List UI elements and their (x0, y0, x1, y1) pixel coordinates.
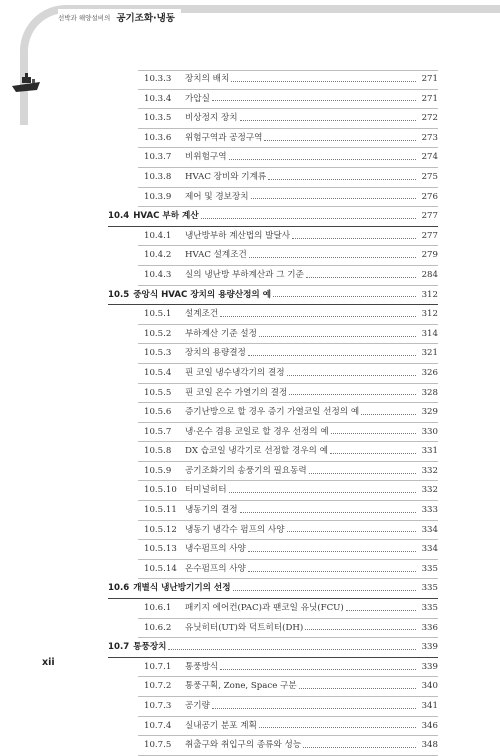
toc-entry-row[interactable] (108, 619, 438, 639)
toc-entry-number: 10.3.7 (144, 152, 172, 163)
toc-entry-title-line (185, 364, 416, 384)
toc-entry-title: 실의 냉난방 부하계산과 그 기준 (185, 269, 304, 280)
toc-entry-title-line (185, 227, 416, 247)
dot-leader (248, 355, 416, 356)
toc-entry-row[interactable] (108, 70, 438, 90)
toc-entry-row[interactable] (108, 364, 438, 384)
dot-leader (299, 688, 416, 689)
toc-entry-number: 10.7.4 (144, 720, 172, 731)
toc-entry-row[interactable] (108, 658, 438, 678)
page-number: xii (42, 657, 55, 668)
toc-entry-number: 10.4.3 (144, 269, 172, 280)
toc-entry-number: 10.3.4 (144, 93, 172, 104)
toc-entry-row[interactable] (108, 697, 438, 717)
toc-entry-title: HVAC 장비와 기계류 (185, 171, 267, 182)
toc-entry-page: 336 (421, 622, 438, 633)
toc-entry-row[interactable] (108, 325, 438, 345)
toc-entry-title-line (185, 658, 416, 678)
toc-entry-title-line (185, 540, 416, 560)
toc-entry-title: 제어 및 경보장치 (185, 191, 249, 202)
dot-leader (331, 433, 416, 434)
toc-entry-number: 10.7.1 (144, 661, 172, 672)
toc-entry-title: 터미널히터 (185, 485, 227, 496)
toc-entry-number: 10.6.1 (144, 603, 172, 614)
dot-leader (212, 708, 416, 709)
dot-leader (240, 512, 416, 513)
toc-entry-number: 10.5.7 (144, 426, 172, 437)
dot-leader (287, 375, 416, 376)
toc-entry-row[interactable] (108, 344, 438, 364)
dot-leader (259, 336, 416, 337)
toc-entry-title: 공기량 (185, 701, 210, 711)
toc-entry-number: 10.7.2 (144, 681, 172, 692)
toc-entry-number: 10.5.9 (144, 465, 172, 476)
dot-leader (229, 159, 416, 160)
toc-entry-page: 333 (421, 505, 438, 516)
toc-entry-page: 326 (421, 367, 438, 378)
toc-entry-page: 332 (421, 465, 438, 476)
toc-entry-title: 유닛히터(UT)와 덕트히터(DH) (185, 622, 304, 633)
dot-leader (259, 727, 416, 728)
toc-entry-title-line (108, 286, 416, 306)
toc-entry-title: 핀 코일 냉수냉각기의 결정 (185, 367, 285, 378)
toc-entry-page: 321 (421, 348, 438, 359)
toc-entry-row[interactable] (108, 90, 438, 110)
header-title: 공기조화·냉동 (116, 13, 175, 24)
table-of-contents (108, 70, 438, 756)
toc-entry-row[interactable] (108, 227, 438, 247)
toc-entry-page: 331 (421, 446, 438, 457)
toc-entry-number: 10.3.8 (144, 171, 172, 182)
toc-entry-title: 설계조건 (185, 309, 219, 320)
toc-entry-title-line (185, 599, 416, 619)
toc-entry-title-line (185, 70, 416, 90)
toc-entry-title: 위험구역과 공정구역 (185, 132, 263, 143)
toc-entry-page: 339 (421, 661, 438, 672)
toc-entry-row[interactable] (108, 736, 438, 756)
toc-entry-page: 312 (421, 289, 438, 300)
toc-entry-row[interactable] (108, 677, 438, 697)
dot-leader (231, 81, 416, 82)
dot-leader (289, 394, 416, 395)
dot-leader (306, 277, 416, 278)
toc-entry-row[interactable] (108, 109, 438, 129)
toc-entry-row[interactable] (108, 540, 438, 560)
toc-entry-row[interactable] (108, 129, 438, 149)
toc-entry-title-line (185, 697, 416, 717)
toc-entry-title-line (185, 521, 416, 541)
toc-entry-title: 실내공기 분포 계획 (185, 720, 257, 731)
toc-entry-page: 312 (421, 309, 438, 320)
toc-entry-page: 332 (421, 485, 438, 496)
toc-section-row[interactable] (108, 207, 438, 227)
toc-entry-page: 271 (421, 74, 438, 84)
toc-entry-number: 10.5.2 (144, 328, 172, 339)
toc-entry-title-line (185, 442, 416, 462)
toc-entry-page: 284 (421, 269, 438, 280)
toc-entry-number: 10.5.10 (144, 485, 177, 496)
toc-entry-title: 부하계산 기준 설정 (185, 328, 257, 339)
dot-leader (240, 120, 416, 121)
toc-entry-page: 314 (421, 328, 438, 339)
dot-leader (287, 531, 416, 532)
toc-entry-number: 10.4 (108, 211, 130, 222)
toc-entry-title: 중앙식 HVAC 장치의 용량산정의 예 (133, 289, 272, 300)
toc-entry-title-line (185, 560, 416, 580)
toc-entry-title: 온수펌프의 사양 (185, 563, 246, 574)
toc-entry-number: 10.5.14 (144, 563, 177, 574)
toc-entry-page: 328 (421, 387, 438, 398)
toc-entry-title-line (185, 501, 416, 521)
toc-section-row[interactable] (108, 286, 438, 306)
dot-leader (264, 140, 416, 141)
toc-entry-title-line (108, 207, 416, 227)
toc-entry-row[interactable] (108, 462, 438, 482)
toc-entry-number: 10.5.11 (144, 505, 177, 516)
toc-entry-page: 277 (421, 230, 438, 241)
toc-entry-row[interactable] (108, 305, 438, 325)
toc-entry-title: 핀 코일 온수 가열기의 결정 (185, 387, 288, 398)
toc-entry-page: 335 (421, 583, 438, 594)
toc-entry-title: 공기조화기의 송풍기의 필요동력 (185, 465, 307, 476)
dot-leader (292, 238, 416, 239)
toc-entry-page: 334 (421, 544, 438, 555)
toc-entry-title-line (185, 325, 416, 345)
dot-leader (361, 414, 416, 415)
toc-entry-number: 10.6.2 (144, 622, 172, 633)
toc-entry-page: 273 (421, 132, 438, 143)
toc-entry-page: 276 (421, 191, 438, 202)
toc-entry-title-line (185, 168, 416, 188)
toc-entry-row[interactable] (108, 442, 438, 462)
toc-entry-title-line (185, 481, 416, 501)
toc-entry-title: 취출구와 취입구의 종류와 성능 (185, 740, 302, 751)
dot-leader (201, 218, 416, 219)
toc-entry-title-line (185, 677, 416, 697)
toc-entry-title: HVAC 부하 계산 (133, 211, 199, 222)
toc-entry-page: 279 (421, 250, 438, 261)
toc-entry-title-line (185, 384, 416, 404)
toc-entry-page: 271 (421, 93, 438, 104)
toc-entry-title-line (185, 90, 416, 110)
toc-entry-number: 10.4.2 (144, 250, 172, 261)
toc-entry-row[interactable] (108, 560, 438, 580)
toc-entry-row[interactable] (108, 246, 438, 266)
toc-entry-number: 10.3.6 (144, 132, 172, 143)
toc-entry-number: 10.5 (108, 289, 130, 300)
toc-entry-title-line (185, 736, 416, 756)
toc-entry-page: 335 (421, 603, 438, 614)
toc-entry-title: 비상정지 장치 (185, 113, 238, 124)
toc-entry-title: 패키지 에어컨(PAC)과 팬코일 유닛(FCU) (185, 603, 344, 614)
toc-entry-number: 10.5.8 (144, 446, 172, 457)
toc-entry-title-line (185, 344, 416, 364)
toc-entry-row[interactable] (108, 148, 438, 168)
toc-entry-number: 10.3.9 (144, 191, 172, 202)
toc-entry-page: 275 (421, 171, 438, 182)
toc-entry-title: 가압실 (185, 93, 210, 104)
toc-entry-title-line (185, 717, 416, 737)
toc-entry-title-line (185, 619, 416, 639)
dot-leader (249, 257, 416, 258)
toc-entry-title-line (185, 129, 416, 149)
ship-icon (10, 70, 44, 96)
toc-entry-page: 340 (421, 681, 438, 692)
toc-entry-row[interactable] (108, 521, 438, 541)
toc-entry-row[interactable] (108, 384, 438, 404)
dot-leader (251, 198, 416, 199)
toc-entry-title-line (185, 148, 416, 168)
toc-entry-number: 10.4.1 (144, 230, 172, 241)
toc-entry-number: 10.5.5 (144, 387, 172, 398)
toc-entry-row[interactable] (108, 717, 438, 737)
dot-leader (220, 316, 416, 317)
toc-entry-row[interactable] (108, 188, 438, 208)
dot-leader (273, 296, 416, 297)
toc-entry-number: 10.5.12 (144, 524, 177, 535)
toc-entry-row[interactable] (108, 501, 438, 521)
toc-entry-page: 341 (421, 701, 438, 711)
toc-entry-title-line (185, 266, 416, 286)
toc-entry-row[interactable] (108, 266, 438, 286)
toc-entry-page: 272 (421, 113, 438, 124)
toc-section-row[interactable] (108, 638, 438, 658)
toc-entry-number: 10.3.3 (144, 74, 172, 84)
dot-leader (233, 590, 416, 591)
dot-leader (212, 100, 416, 101)
dot-leader (346, 610, 416, 611)
header-subtitle: 선박과 해양설비의 (58, 13, 111, 22)
toc-entry-title-line (185, 305, 416, 325)
toc-entry-number: 10.5.4 (144, 367, 172, 378)
toc-entry-number: 10.5.13 (144, 544, 177, 555)
toc-entry-title-line (185, 109, 416, 129)
toc-entry-title-line (185, 403, 416, 423)
toc-entry-number: 10.5.6 (144, 407, 172, 418)
toc-entry-title: 통풍장치 (133, 642, 167, 653)
toc-entry-number: 10.7.5 (144, 740, 172, 751)
toc-entry-title: 장치의 용량결정 (185, 348, 246, 359)
toc-entry-title-line (108, 579, 416, 599)
toc-entry-title-line (185, 462, 416, 482)
toc-entry-row[interactable] (108, 403, 438, 423)
toc-entry-title: 냉난방부하 계산법의 발달사 (185, 230, 291, 241)
toc-entry-title: 냉동기 냉각수 펌프의 사양 (185, 524, 285, 535)
toc-entry-title: 장치의 배치 (185, 74, 230, 84)
toc-entry-title: 냉수펌프의 사양 (185, 544, 246, 555)
toc-entry-title-line (185, 246, 416, 266)
dot-leader (309, 473, 416, 474)
dot-leader (305, 629, 416, 630)
toc-entry-page: 346 (421, 720, 438, 731)
toc-entry-title: 통풍구획, Zone, Space 구분 (185, 681, 297, 692)
toc-entry-title: 냉동기의 결정 (185, 505, 238, 516)
toc-entry-title-line (185, 423, 416, 443)
toc-entry-page: 335 (421, 563, 438, 574)
dot-leader (168, 649, 416, 650)
toc-entry-page: 330 (421, 426, 438, 437)
toc-entry-row[interactable] (108, 481, 438, 501)
toc-entry-title: 통풍방식 (185, 661, 219, 672)
toc-entry-page: 339 (421, 642, 438, 653)
toc-entry-title-line (185, 188, 416, 208)
dot-leader (330, 453, 416, 454)
toc-entry-row[interactable] (108, 599, 438, 619)
toc-entry-title: DX 습코일 냉각기로 선정할 경우의 예 (185, 446, 328, 457)
dot-leader (268, 179, 416, 180)
dot-leader (248, 551, 416, 552)
dot-leader (248, 571, 416, 572)
dot-leader (220, 669, 416, 670)
toc-entry-title: HVAC 설계조건 (185, 250, 247, 261)
toc-entry-title: 냉·온수 겸용 코일로 할 경우 선정의 예 (185, 426, 329, 437)
toc-entry-page: 348 (421, 740, 438, 751)
toc-entry-row[interactable] (108, 423, 438, 443)
toc-entry-page: 277 (421, 211, 438, 222)
toc-entry-title: 증기난방으로 할 경우 증기 가열코일 선정의 예 (185, 407, 360, 418)
toc-entry-title-line (108, 638, 416, 658)
toc-entry-number: 10.5.3 (144, 348, 172, 359)
toc-entry-number: 10.6 (108, 583, 130, 594)
toc-entry-title: 개별식 냉난방기기의 선정 (133, 583, 231, 594)
dot-leader (303, 747, 416, 748)
toc-entry-number: 10.7 (108, 642, 130, 653)
toc-entry-row[interactable] (108, 168, 438, 188)
toc-entry-page: 329 (421, 407, 438, 418)
toc-entry-number: 10.5.1 (144, 309, 172, 320)
toc-entry-number: 10.3.5 (144, 113, 172, 124)
toc-entry-number: 10.7.3 (144, 701, 172, 711)
dot-leader (229, 492, 416, 493)
toc-entry-title: 비위험구역 (185, 152, 227, 163)
running-header (58, 9, 181, 25)
toc-entry-page: 334 (421, 524, 438, 535)
toc-section-row[interactable] (108, 579, 438, 599)
toc-entry-page: 274 (421, 152, 438, 163)
